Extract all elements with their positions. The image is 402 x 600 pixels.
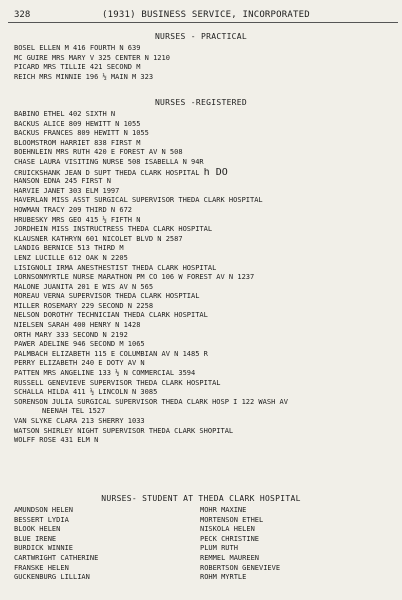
section-title-practical: NURSES - PRACTICAL xyxy=(154,32,248,41)
list-item: CARTWRIGHT CATHERINE xyxy=(14,553,99,562)
list-item: RUSSELL GENEVIEVE SUPERVISOR THEDA CLARK HOSPITAL xyxy=(14,378,221,387)
list-item: REMMEL MAUREEN xyxy=(200,553,260,562)
list-item: ORTH MARY 333 SECOND N 2192 xyxy=(14,330,128,339)
list-item: NISKOLA HELEN xyxy=(200,525,255,534)
list-item: AMUNDSON HELEN xyxy=(14,506,74,514)
list-item: MOREAU VERNA SUPERVISOR THEDA CLARK HOSPTIAL xyxy=(14,292,200,301)
list-item: CHASE LAURA VISITING NURSE 508 ISABELLA N 94R xyxy=(14,157,204,166)
list-item: ROBERTSON GENEVIEVE xyxy=(200,563,281,572)
list-item: KLAUSNER KATHRYN 601 NICOLET BLVD N 2587 xyxy=(14,234,183,243)
list-item: LENZ LUCILLE 612 OAK N 2205 xyxy=(14,253,128,262)
list-item: PLUM RUTH xyxy=(200,544,238,553)
list-item: GUCKENBURG LILLIAN xyxy=(14,573,90,582)
list-item: WOLFF ROSE 431 ELM N xyxy=(14,436,99,445)
list-item: HOWMAN TRACY 209 THIRD N 672 xyxy=(14,205,133,214)
students-column-right xyxy=(200,506,280,583)
list-item: PALMBACH ELIZABETH 115 E COLUMBIAN AV N 1485 R xyxy=(14,349,208,358)
list-item: HRUBESKY MRS GEO 415 ½ FIFTH N xyxy=(14,215,141,224)
publication-title: (1931) BUSINESS SERVICE, INCORPORATED xyxy=(102,10,310,20)
list-item: NELSON DOROTHY TECHNICIAN THEDA CLARK HOSPITAL xyxy=(14,311,208,320)
list-item: NIELSEN SARAH 400 HENRY N 1428 xyxy=(14,321,141,330)
section-title-registered: NURSES -REGISTERED xyxy=(154,98,248,107)
list-item: BOSEL ELLEN M 416 FOURTH N 639 xyxy=(14,44,141,52)
list-item: PAWER ADELINE 946 SECOND M 1065 xyxy=(14,340,145,349)
students-list xyxy=(14,506,398,586)
list-item: PERRY ELIZABETH 240 E DOTY AV N xyxy=(14,359,145,368)
list-item: WATSON SHIRLEY NIGHT SUPERVISOR THEDA CLARK SHOPITAL xyxy=(14,426,234,435)
list-item: SORENSON JULIA SURGICAL SUPERVISOR THEDA CLARK HOSP I 122 WASH AV xyxy=(14,397,288,406)
list-item: LISIGNOLI IRMA ANESTHESTIST THEDA CLARK HOSPITAL xyxy=(14,263,217,272)
registered-list xyxy=(14,110,398,446)
list-item: BABINO ETHEL 402 SIXTH N xyxy=(14,110,116,118)
handwritten-mark: h DO xyxy=(203,167,228,178)
list-item: MC GUIRE MRS MARY V 325 CENTER N 1210 xyxy=(14,53,170,62)
practical-list xyxy=(14,44,398,82)
list-item: REICH MRS MINNIE 196 ½ MAIN M 323 xyxy=(14,72,154,81)
page-header xyxy=(8,8,398,23)
list-item: BACKUS ALICE 809 HEWITT N 1055 xyxy=(14,119,141,128)
list-item: MOHR MAXINE xyxy=(200,506,247,514)
list-item: BESSERT LYDIA xyxy=(14,515,69,524)
students-column-left xyxy=(14,506,98,583)
list-item: BOEHNLEIN MRS RUTH 420 E FOREST AV N 508 xyxy=(14,148,183,157)
list-item-continuation: NEENAH TEL 1527 xyxy=(42,407,106,416)
list-item: BACKUS FRANCES 809 HEWITT N 1055 xyxy=(14,129,149,138)
list-item: SCHALLA HILDA 411 ½ LINCOLN N 3085 xyxy=(14,388,158,397)
list-item: LORNSONMYRTLE NURSE MARATHON PM CO 106 W FOREST AV N 1237 xyxy=(14,273,255,282)
list-item: FRANSKE HELEN xyxy=(14,563,69,572)
list-item: PICARD MRS TILLIE 421 SECOND M xyxy=(14,63,141,72)
list-item: BLUE IRENE xyxy=(14,534,57,543)
list-item: MILLER ROSEMARY 229 SECOND N 2258 xyxy=(14,301,154,310)
list-item: HARVIE JANET 303 ELM 1997 xyxy=(14,186,120,195)
list-item xyxy=(14,168,398,178)
list-item: BLOOK HELEN xyxy=(14,525,61,534)
list-item: HAVERLAN MISS ASST SURGICAL SUPERVISOR THEDA CLARK HOSPITAL xyxy=(14,196,263,205)
list-item: BURDICK WINNIE xyxy=(14,544,74,553)
list-item: PECK CHRISTINE xyxy=(200,534,260,543)
list-item: MALONE JUANITA 201 E WIS AV N 565 xyxy=(14,282,154,291)
list-item: BLOOMSTROM HARRIET 838 FIRST M xyxy=(14,138,141,147)
list-item: JORDHEIN MISS INSTRUCTRESS THEDA CLARK HOSPITAL xyxy=(14,225,213,234)
list-item-text: CRUICKSHANK JEAN D SUPT THEDA CLARK HOSPITAL xyxy=(14,168,200,177)
list-item: HANSON EDNA 245 FIRST N xyxy=(14,177,111,186)
page-number: 328 xyxy=(14,10,31,20)
list-item: LANDIG BERNICE 513 THIRD M xyxy=(14,244,124,253)
list-item: PATTEN MRS ANGELINE 133 ½ N COMMERCIAL 3594 xyxy=(14,369,196,378)
list-item: VAN SLYKE CLARA 213 SHERRY 1033 xyxy=(14,417,145,425)
list-item: ROHM MYRTLE xyxy=(200,573,247,582)
section-title-students: NURSES- STUDENT AT THEDA CLARK HOSPITAL xyxy=(101,494,301,503)
list-item: MORTENSON ETHEL xyxy=(200,515,264,524)
